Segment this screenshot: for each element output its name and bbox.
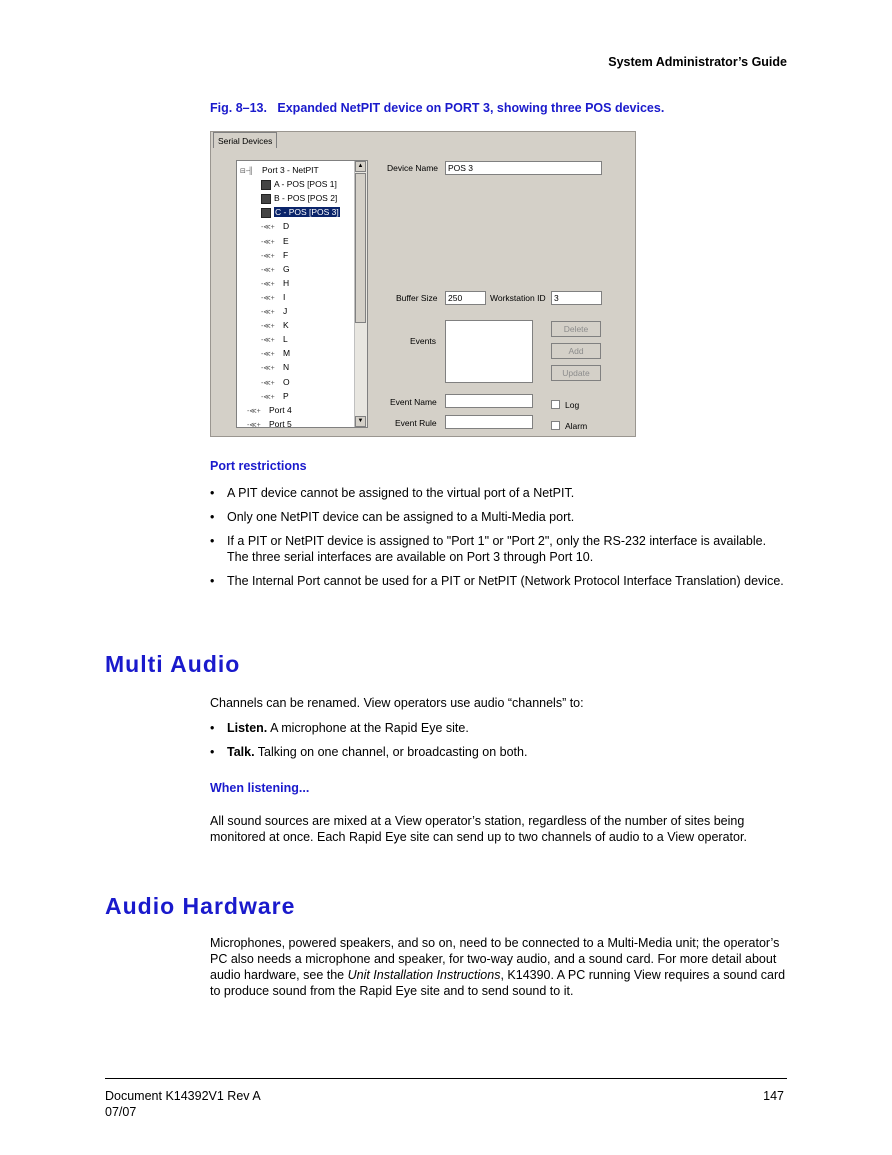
update-button[interactable]: Update	[551, 365, 601, 381]
audio-channels-list	[210, 720, 788, 768]
connector-icon: -≪+	[261, 309, 275, 316]
serial-devices-dialog	[210, 131, 636, 437]
tree-item-label: N	[283, 362, 290, 373]
port-restrictions-heading: Port restrictions	[210, 459, 307, 473]
talk-term: Talk.	[227, 745, 255, 759]
audio-hardware-text-after: , K14390. A PC running View requires a sound card to produce sound from the Rapid Eye site and to send sound to it.	[210, 968, 786, 998]
list-item: • If a PIT or NetPIT device is assigned to "Port 1" or "Port 2", only the RS-232 interface is available. The three serial interfaces are available on Port 3 through Port 10.	[210, 533, 788, 565]
tree-item-label: O	[283, 376, 290, 387]
running-header: System Administrator’s Guide	[608, 55, 787, 69]
port-icon: -≪+	[247, 407, 261, 415]
tree-item[interactable]	[261, 234, 289, 248]
tree-item[interactable]	[261, 375, 290, 389]
buffer-size-label: Buffer Size	[396, 293, 438, 303]
port-restrictions-list	[210, 485, 788, 597]
tree-item-label: D	[283, 221, 290, 232]
buffer-size-field[interactable]: 250	[445, 291, 486, 305]
event-name-field[interactable]	[445, 394, 533, 408]
connector-icon: -≪+	[261, 393, 275, 401]
audio-hardware-text	[210, 935, 788, 999]
scroll-up-icon[interactable]: ▲	[355, 161, 366, 172]
tab-serial-devices[interactable]: Serial Devices	[213, 132, 277, 148]
event-name-label: Event Name	[390, 397, 437, 407]
list-item: • The Internal Port cannot be used for a PIT or NetPIT (Network Protocol Interface Translation) device.	[210, 573, 788, 589]
workstation-id-field[interactable]: 3	[551, 291, 602, 305]
tree-item-label: F	[283, 249, 289, 260]
tree-item-label: B - POS [POS 2]	[274, 193, 338, 204]
tree-item[interactable]	[261, 205, 340, 219]
tree-item[interactable]	[240, 163, 319, 177]
tree-item-label: I	[283, 291, 286, 302]
when-listening-text: All sound sources are mixed at a View operator’s station, regardless of the number of sites being monitored at once. Each Rapid Eye site can send up to two channels of audio to a View operator.	[210, 814, 747, 844]
multi-audio-heading: Multi Audio	[105, 651, 241, 677]
tree-item[interactable]	[261, 290, 285, 304]
port-icon: -≪+	[247, 421, 261, 428]
tree-item[interactable]	[261, 318, 289, 332]
tree-item[interactable]	[261, 304, 287, 318]
tree-item[interactable]	[261, 332, 288, 346]
tree-item-label: L	[283, 334, 288, 345]
tree-item[interactable]	[261, 389, 289, 403]
tree-item-label: E	[283, 235, 289, 246]
tree-item-label: C - POS [POS 3]	[275, 207, 339, 218]
connector-icon: -≪+	[261, 266, 275, 274]
list-item	[210, 720, 788, 736]
connector-icon: -≪+	[261, 294, 275, 302]
footer-date: 07/07	[105, 1105, 137, 1119]
alarm-label: Alarm	[565, 421, 588, 431]
tree-item[interactable]	[247, 403, 292, 417]
scroll-thumb[interactable]	[355, 173, 366, 323]
connector-icon: -≪+	[261, 280, 275, 288]
tree-item-label: J	[283, 306, 288, 316]
footer-document: Document K14392V1 Rev A	[105, 1089, 261, 1103]
connector-icon: -≪+	[261, 323, 275, 331]
events-label: Events	[410, 336, 436, 346]
connector-icon: -≪+	[261, 337, 275, 345]
event-rule-label: Event Rule	[395, 418, 437, 428]
tree-item-label: Port 4	[269, 404, 292, 415]
pos-device-icon	[261, 208, 271, 218]
device-tree[interactable]	[236, 160, 368, 428]
workstation-id-label: Workstation ID	[490, 293, 546, 303]
list-item: • A PIT device cannot be assigned to the virtual port of a NetPIT.	[210, 485, 788, 501]
tree-item-label: Port 3 - NetPIT	[262, 165, 319, 175]
alarm-checkbox[interactable]	[551, 421, 560, 430]
event-rule-field[interactable]	[445, 415, 533, 429]
audio-hardware-text-before: Microphones, powered speakers, and so on, need to be connected to a Multi-Media unit; the operator’s PC also needs a microphone and speaker, for two-way audio, and a sound card. For more detail about audio hardware, see the	[210, 936, 780, 982]
connector-icon: -≪+	[261, 379, 275, 387]
tree-item[interactable]	[261, 346, 290, 360]
log-checkbox[interactable]	[551, 400, 560, 409]
delete-button[interactable]: Delete	[551, 321, 601, 337]
listen-term: Listen.	[227, 721, 268, 735]
audio-hardware-heading: Audio Hardware	[105, 893, 296, 919]
connector-icon: -≪+	[261, 351, 275, 359]
unit-installation-title: Unit Installation Instructions	[347, 968, 501, 982]
tree-item[interactable]	[247, 417, 292, 428]
list-item: • Only one NetPIT device can be assigned to a Multi-Media port.	[210, 509, 788, 525]
tree-item[interactable]	[261, 262, 290, 276]
connector-icon: -≪+	[261, 365, 275, 373]
tree-item-label: H	[283, 277, 290, 288]
figure-caption: Fig. 8–13. Expanded NetPIT device on PORT 3, showing three POS devices.	[210, 101, 665, 115]
tree-item-label: G	[283, 263, 290, 274]
tree-item[interactable]	[261, 248, 288, 262]
pos-device-icon	[261, 194, 271, 204]
tree-item-label: K	[283, 320, 289, 331]
events-list[interactable]	[445, 320, 533, 383]
tree-item-label: P	[283, 390, 289, 401]
tree-scrollbar[interactable]	[354, 161, 367, 427]
port-icon: ⊟-╢	[240, 168, 254, 175]
multi-audio-intro: Channels can be renamed. View operators use audio “channels” to:	[210, 696, 584, 710]
connector-icon: -≪+	[261, 224, 275, 232]
tree-item[interactable]	[261, 276, 289, 290]
when-listening-heading: When listening...	[210, 781, 310, 795]
tree-item[interactable]	[261, 360, 289, 374]
listen-text: A microphone at the Rapid Eye site.	[267, 721, 469, 735]
connector-icon: -≪+	[261, 252, 275, 260]
add-button[interactable]: Add	[551, 343, 601, 359]
talk-text: Talking on one channel, or broadcasting on both.	[254, 745, 528, 759]
tree-item[interactable]	[261, 219, 289, 233]
tree-item[interactable]	[261, 191, 337, 205]
list-item	[210, 744, 788, 760]
footer-rule	[105, 1078, 787, 1079]
scroll-down-icon[interactable]: ▼	[355, 416, 366, 427]
tree-item-label: A - POS [POS 1]	[274, 179, 337, 190]
connector-icon: -≪+	[261, 238, 275, 246]
tree-item[interactable]	[261, 177, 337, 191]
tree-item-label: Port 5	[269, 418, 292, 428]
log-label: Log	[565, 400, 580, 410]
tree-item-label: M	[283, 348, 291, 359]
page-number: 147	[763, 1089, 784, 1103]
device-name-field[interactable]: POS 3	[445, 161, 602, 175]
device-name-label: Device Name	[387, 163, 439, 173]
pos-device-icon	[261, 180, 271, 190]
